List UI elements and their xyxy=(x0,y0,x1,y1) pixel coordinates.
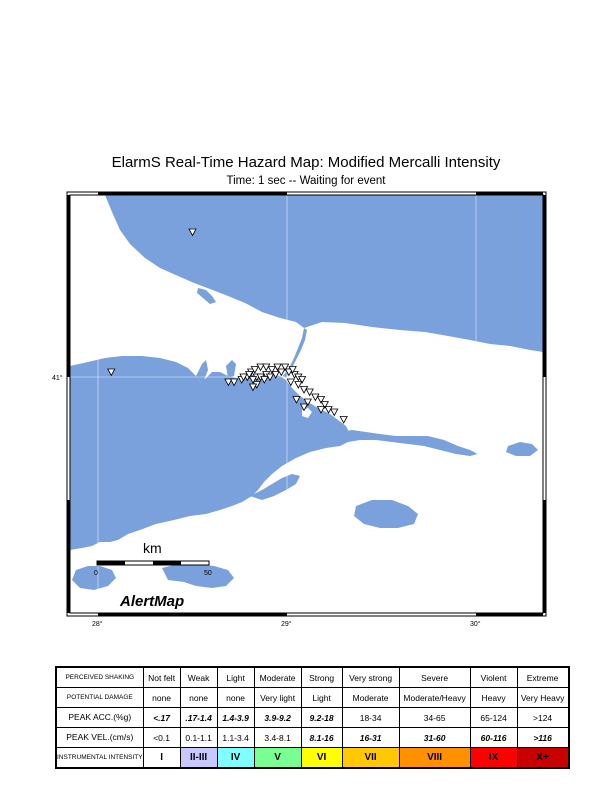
legend-cell-shaking: Very strong xyxy=(342,667,399,688)
legend-cell-vel: 0.1-1.1 xyxy=(180,728,217,748)
legend-cell-acc: 34-65 xyxy=(399,708,470,728)
legend-cell-intensity: X+ xyxy=(517,748,569,769)
scale-bar-end: 50 xyxy=(204,570,212,577)
legend-cell-shaking: Extreme xyxy=(517,667,569,688)
legend-cell-intensity: VI xyxy=(301,748,342,769)
legend-cell-damage: Moderate xyxy=(342,688,399,708)
legend-cell-intensity: IV xyxy=(217,748,254,769)
instrumental-intensity-row xyxy=(56,748,569,769)
lon-label-30: 30° xyxy=(470,621,481,628)
scale-bar-start: 0 xyxy=(94,570,98,577)
legend-cell-shaking: Light xyxy=(217,667,254,688)
legend-cell-vel: 3.4-8.1 xyxy=(254,728,301,748)
legend-cell-intensity: I xyxy=(143,748,180,769)
legend-row-header: INSTRUMENTAL INTENSITY xyxy=(56,748,143,769)
map-title: ElarmS Real-Time Hazard Map: Modified Mercalli Intensity xyxy=(111,154,501,171)
legend-cell-damage: Moderate/Heavy xyxy=(399,688,470,708)
perceived-shaking-row xyxy=(56,667,569,688)
legend-row-header: PEAK VEL.(cm/s) xyxy=(56,728,143,748)
legend-cell-shaking: Severe xyxy=(399,667,470,688)
legend-cell-intensity: VII xyxy=(342,748,399,769)
scale-bar-unit: km xyxy=(143,540,162,556)
legend-cell-shaking: Strong xyxy=(301,667,342,688)
legend-cell-damage: none xyxy=(180,688,217,708)
legend-cell-damage: Light xyxy=(301,688,342,708)
legend-cell-damage: Heavy xyxy=(470,688,517,708)
potential-damage-row xyxy=(56,688,569,708)
legend-cell-intensity: II-III xyxy=(180,748,217,769)
legend-row-header: PEAK ACC.(%g) xyxy=(56,708,143,728)
legend-cell-vel: 60-116 xyxy=(470,728,517,748)
legend-row-header: PERCEIVED SHAKING xyxy=(56,667,143,688)
intensity-legend xyxy=(55,666,570,769)
legend-cell-acc: 9.2-18 xyxy=(301,708,342,728)
legend-cell-acc: 65-124 xyxy=(470,708,517,728)
peak-acc-row xyxy=(56,708,569,728)
legend-cell-vel: <0.1 xyxy=(143,728,180,748)
lon-label-29: 29° xyxy=(281,621,292,628)
legend-cell-intensity: V xyxy=(254,748,301,769)
legend-cell-shaking: Violent xyxy=(470,667,517,688)
legend-cell-shaking: Weak xyxy=(180,667,217,688)
legend-cell-vel: 31-60 xyxy=(399,728,470,748)
legend-cell-vel: 8.1-16 xyxy=(301,728,342,748)
legend-cell-acc: <.17 xyxy=(143,708,180,728)
legend-cell-intensity: IX xyxy=(470,748,517,769)
legend-cell-damage: Very Heavy xyxy=(517,688,569,708)
legend-cell-acc: .17-1.4 xyxy=(180,708,217,728)
legend-cell-damage: none xyxy=(143,688,180,708)
legend-cell-damage: Very light xyxy=(254,688,301,708)
lat-label-41: 41° xyxy=(52,375,63,382)
legend-cell-damage: none xyxy=(217,688,254,708)
legend-cell-vel: >116 xyxy=(517,728,569,748)
legend-cell-intensity: VIII xyxy=(399,748,470,769)
map-subtitle: Time: 1 sec -- Waiting for event xyxy=(226,175,386,187)
legend-cell-shaking: Moderate xyxy=(254,667,301,688)
legend-cell-acc: >124 xyxy=(517,708,569,728)
legend-row-header: POTENTIAL DAMAGE xyxy=(56,688,143,708)
legend-cell-shaking: Not felt xyxy=(143,667,180,688)
legend-cell-acc: 18-34 xyxy=(342,708,399,728)
peak-vel-row xyxy=(56,728,569,748)
lon-label-28: 28° xyxy=(92,621,103,628)
alertmap-logo: AlertMap xyxy=(120,593,185,610)
legend-cell-vel: 1.1-3.4 xyxy=(217,728,254,748)
legend-cell-acc: 3.9-9.2 xyxy=(254,708,301,728)
legend-cell-acc: 1.4-3.9 xyxy=(217,708,254,728)
legend-cell-vel: 16-31 xyxy=(342,728,399,748)
